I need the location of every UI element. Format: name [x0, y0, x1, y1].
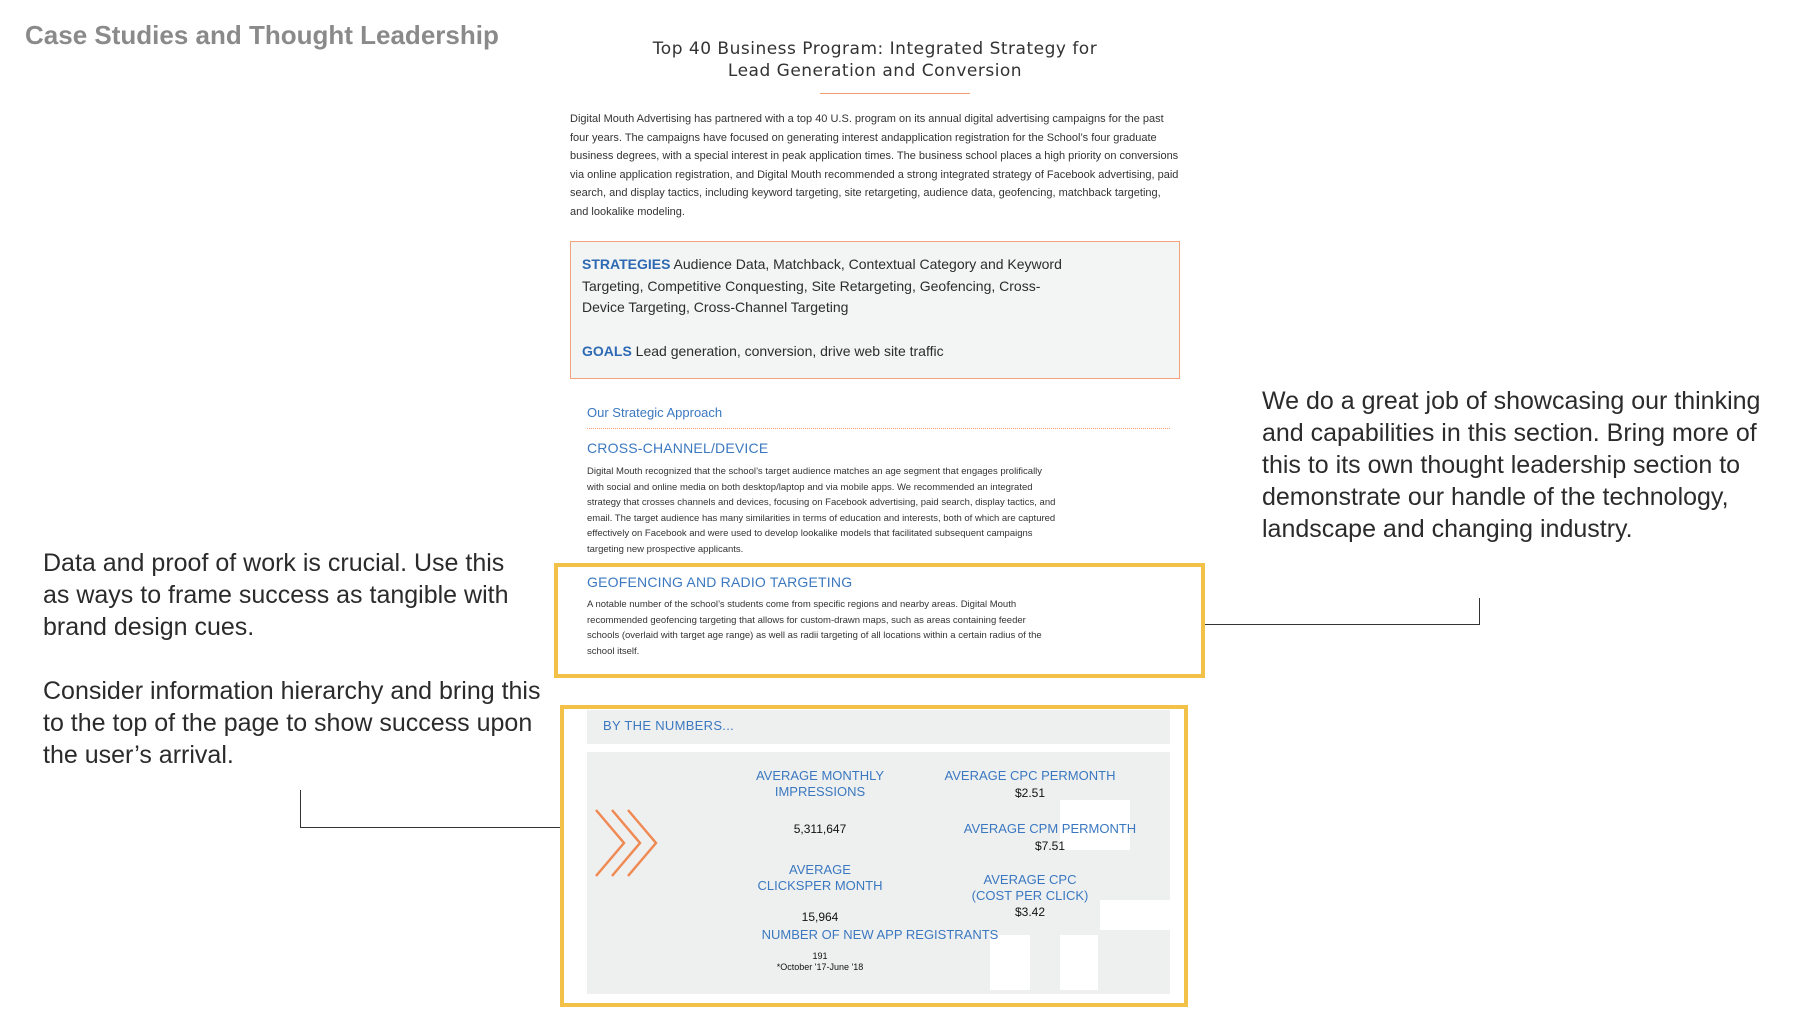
highlight-box-numbers: [560, 705, 1188, 1007]
stat-cpc-label-line-2: (COST PER CLICK): [971, 888, 1089, 903]
stat-registrants-label: NUMBER OF NEW APP REGISTRANTS: [761, 927, 999, 942]
strategies-label: STRATEGIES: [582, 256, 671, 272]
highlight-box-geofencing: [554, 563, 1205, 678]
numbers-header: BY THE NUMBERS...: [603, 718, 735, 733]
stat-cpm-month-label: AVERAGE CPM PERMONTH: [963, 821, 1137, 836]
approach-divider: [587, 428, 1170, 429]
title-divider: [820, 93, 970, 94]
annotation-note-data: Data and proof of work is crucial. Use this as ways to frame success as tangible with brand design cues.: [43, 549, 509, 641]
stat-clicks-value: 15,964: [801, 910, 839, 924]
geofencing-body: A notable number of the school’s students come from specific regions and nearby areas. Digital Mouth recommended geofencing targeting that allows for custom-drawn maps, such as areas containing feeder schools (overlaid with target age range) as well as radii targeting of all locations within a certain radius of the school itself.: [587, 599, 1042, 657]
strategies-list: Audience Data, Matchback, Contextual Category and Keyword Targeting, Competitive Conquesting, Site Retargeting, Geofencing, Cross-Device Targeting, Cross-Channel Targeting: [582, 256, 1062, 315]
stat-cpc-label-line-1: AVERAGE CPC: [983, 872, 1077, 887]
stat-clicks-label: AVERAGE CLICKSPER MONTH: [757, 862, 883, 893]
stat-registrants-value: 191: [812, 951, 828, 961]
connector-line-right: [1205, 598, 1480, 625]
cross-channel-heading: CROSS-CHANNEL/DEVICE: [587, 440, 769, 456]
connector-line-left: [300, 790, 563, 828]
annotation-note-hierarchy: Consider information hierarchy and bring this to the top of the page to show success upon the user’s arrival.: [43, 677, 541, 769]
stat-cpc-month-label: AVERAGE CPC PERMONTH: [944, 768, 1116, 783]
approach-heading: Our Strategic Approach: [587, 405, 723, 420]
goals-label: GOALS: [582, 343, 632, 359]
stat-cpc-value: $3.42: [1014, 905, 1046, 919]
cross-channel-body: Digital Mouth recognized that the school’s target audience matches an age segment that engages prolifically with social and online media on both desktop/laptop and via mobile apps. We recommended an integrated strategy that crosses channels and devices, focusing on Facebook advertising, paid search, display tactics, and email. The target audience has many similarities in terms of education and interests, both of which are captured effectively on Facebook and were used to develop lookalike models that facilitated subsequent campaigns targeting new prospective applicants.: [587, 466, 1056, 555]
strategies-text: [582, 254, 1062, 319]
goals-list: Lead generation, conversion, drive web site traffic: [631, 343, 944, 359]
stat-registrants-note: *October '17-June '18: [776, 962, 864, 972]
intro-paragraph: Digital Mouth Advertising has partnered with a top 40 U.S. program on its annual digital advertising campaigns for the past four years. The campaigns have focused on generating interest andapplication registration for the School’s four graduate business degrees, with a special interest in peak application times. The business school places a high priority on conversions via online application registration, and Digital Mouth recommended a strong integrated strategy of Facebook advertising, paid search, and display tactics, including keyword targeting, site retargeting, audience data, geofencing, matchback targeting, and lookalike modeling.: [570, 113, 1179, 218]
document-title: [575, 38, 1175, 82]
page-title: Case Studies and Thought Leadership: [25, 20, 499, 50]
document-title-line-2: Lead Generation and Conversion: [727, 61, 1023, 81]
stat-cpm-month-value: $7.51: [1034, 839, 1066, 853]
geofencing-heading: GEOFENCING AND RADIO TARGETING: [587, 574, 853, 590]
stat-cpc-month-value: $2.51: [1014, 786, 1046, 800]
stat-impressions-label: AVERAGE MONTHLY IMPRESSIONS: [755, 768, 885, 799]
stat-impressions-value: 5,311,647: [793, 822, 847, 836]
annotation-note-thought-leadership: We do a great job of showcasing our thinking and capabilities in this section. Bring more of this to its own thought leadership section to demonstrate our handle of the technology, landscape and changing industry.: [1262, 387, 1761, 543]
goals-text: [582, 341, 1142, 361]
document-title-line-1: Top 40 Business Program: Integrated Strategy for: [652, 39, 1098, 59]
